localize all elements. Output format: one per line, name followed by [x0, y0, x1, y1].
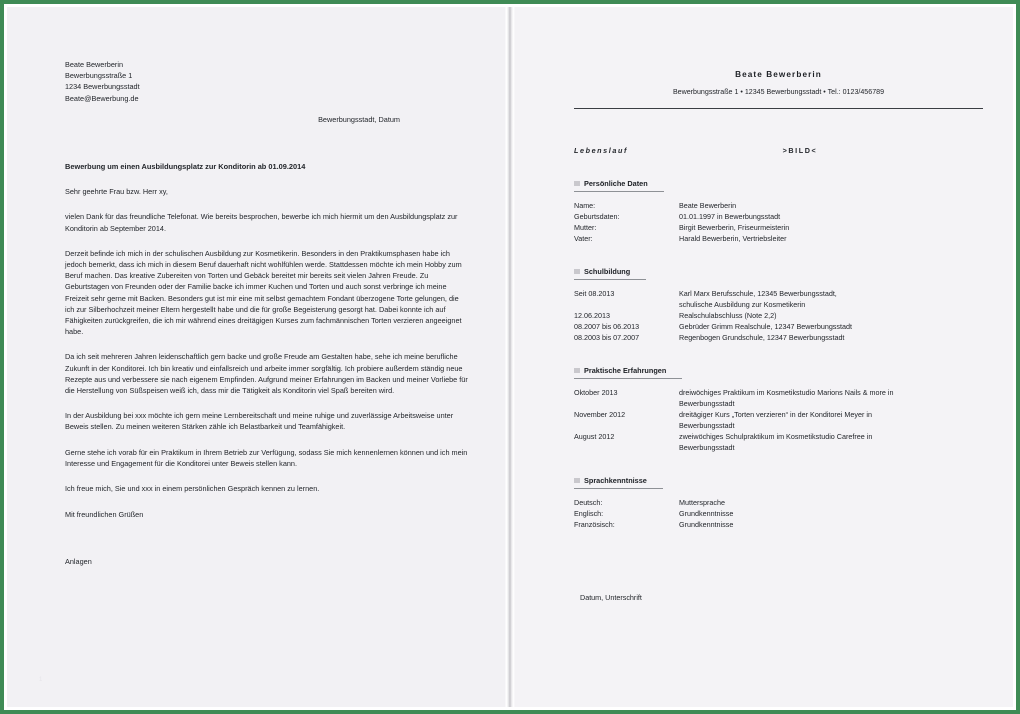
cv-entry-row [574, 332, 983, 343]
cv-entry-value-line: Bewerbungsstadt [679, 443, 735, 452]
cv-section-rows [574, 497, 983, 530]
cv-entry-label: Vater: [574, 234, 593, 243]
page-number: 1 [39, 677, 43, 683]
cv-entry-value-line: Realschulabschluss (Note 2,2) [679, 311, 777, 320]
cv-section-rows [574, 200, 983, 244]
page-cover-letter [7, 7, 512, 707]
square-bullet-icon [574, 478, 580, 483]
letter-paragraph: Gerne stehe ich vorab für ein Praktikum in Ihrem Betrieb zur Verfügung, sodass Sie mich kennenlernen können und ich mein Interesse und Engagement für die Konditorei unter Beweis stellen kann. [65, 447, 468, 468]
cv-entry-label: Deutsch: [574, 498, 603, 507]
cv-entry-value [679, 288, 983, 310]
cv-entry-value-line: 01.01.1997 in Bewerbungsstadt [679, 212, 781, 221]
cv-entry-label: Englisch: [574, 509, 604, 518]
cv-section-title: Sprachkenntnisse [584, 476, 647, 485]
page-curriculum-vitae [512, 7, 1013, 707]
cv-entry-label: Oktober 2013 [574, 388, 618, 397]
cv-entry-row [574, 497, 983, 508]
cv-entry-value-line: Bewerbungsstadt [679, 421, 735, 430]
cv-entry-label: Name: [574, 201, 596, 210]
cv-entry-value-line: dreiwöchiges Praktikum im Kosmetikstudio Marions Nails & more in [679, 388, 894, 397]
cv-entry-value-line: Birgit Bewerberin, Friseurmeisterin [679, 223, 790, 232]
letter-paragraph: Ich freue mich, Sie und xxx in einem persönlichen Gespräch kennen zu lernen. [65, 484, 320, 494]
cv-entry-value-line: Gebrüder Grimm Realschule, 12347 Bewerbungsstadt [679, 322, 852, 331]
cv-section-rows [574, 387, 983, 453]
cv-entry-value-line: Regenbogen Grundschule, 12347 Bewerbungsstadt [679, 333, 845, 342]
cv-entry-row [574, 409, 983, 431]
cv-entry-value-line: schulische Ausbildung zur Kosmetikerin [679, 300, 806, 309]
cv-entry-row [574, 288, 983, 310]
cv-entry-value [679, 310, 983, 321]
sender-address-block [65, 59, 468, 104]
cv-contact-line: Bewerbungsstraße 1 • 12345 Bewerbungsstadt • Tel.: 0123/456789 [672, 88, 885, 96]
cv-section-rows [574, 288, 983, 343]
cv-section-title: Schulbildung [584, 267, 631, 276]
cv-entry-value-line: Grundkenntnisse [679, 520, 734, 529]
closing-line: Mit freundlichen Grüßen [65, 510, 144, 520]
cv-entry-label: Mutter: [574, 223, 597, 232]
cv-applicant-name: Beate Bewerberin [735, 70, 822, 79]
cv-entry-label: Geburtsdaten: [574, 212, 620, 221]
cv-entry-value [679, 431, 983, 453]
cv-section-header [574, 365, 682, 379]
letter-paragraph: Da ich seit mehreren Jahren leidenschaftlich gern backe und große Freude am Gestalten habe, sehe ich meine berufliche Zukunft in der Konditorei. Ich bin kreativ und einfallsreich und arbeite immer sorgfältig. Ich probiere außerdem ständig neue Rezepte aus und verbessere sie nach eigenem Empfinden. Aufgrund meiner Erfahrungen im Backen und meiner Vorliebe für die Herstellung von Süßspeisen weiß ich, dass mir die Tätigkeit als Konditorin viel Spaß bereiten wird. [65, 352, 468, 396]
cv-entry-label: August 2012 [574, 432, 615, 441]
cv-section-title: Praktische Erfahrungen [584, 366, 667, 375]
cv-document-title: Lebenslauf [574, 146, 628, 155]
cv-entry-row [574, 519, 983, 530]
cv-entry-value [679, 200, 983, 211]
cv-entry-label: 12.06.2013 [574, 311, 610, 320]
cv-entry-row [574, 310, 983, 321]
cv-entry-value-line: Muttersprache [679, 498, 725, 507]
cv-entry-label: Französisch: [574, 520, 615, 529]
cv-entry-row [574, 431, 983, 453]
cv-body [574, 69, 983, 603]
signature-line: Datum, Unterschrift [580, 593, 642, 602]
cv-section [574, 266, 983, 343]
cv-entry-value-line: Beate Bewerberin [679, 201, 737, 210]
enclosures-label: Anlagen [65, 557, 92, 567]
cv-entry-value [679, 387, 983, 409]
cv-entry-row [574, 233, 983, 244]
cv-sections [574, 178, 983, 530]
square-bullet-icon [574, 368, 580, 373]
cv-entry-value [679, 497, 983, 508]
cv-entry-row [574, 387, 983, 409]
cv-entry-value [679, 332, 983, 343]
cv-header-divider [574, 108, 983, 109]
cover-letter-body [65, 59, 468, 568]
cv-entry-row [574, 211, 983, 222]
cv-section [574, 475, 983, 530]
cv-entry-value [679, 222, 983, 233]
cv-entry-row [574, 508, 983, 519]
page-gutter-divider [505, 7, 515, 707]
cv-entry-value [679, 321, 983, 332]
cv-title-row [574, 145, 983, 156]
letter-paragraphs [65, 211, 468, 494]
cv-entry-row [574, 321, 983, 332]
cv-entry-label: 08.2007 bis 06.2013 [574, 322, 640, 331]
cv-entry-label: November 2012 [574, 410, 626, 419]
sender-line: Bewerbungsstraße 1 [65, 71, 133, 81]
sender-line: Beate Bewerberin [65, 60, 124, 69]
cv-entry-value-line: Karl Marx Berufsschule, 12345 Bewerbungsstadt, [679, 289, 837, 298]
cv-section [574, 178, 983, 244]
cv-section-header [574, 475, 663, 489]
square-bullet-icon [574, 269, 580, 274]
letter-paragraph: Derzeit befinde ich mich in der schulischen Ausbildung zur Kosmetikerin. Besonders in den Praktikumsphasen habe ich jedoch bemerkt, dass ich mich in diesem Beruf dauerhaft nicht wohlfühlen werde. Stattdessen möchte ich mein Hobby zum Beruf machen. Das kreative Zubereiten von Torten und Gebäck bereitet mir bereits seit vielen Jahren Freude. Zu Geburtstagen von Freunden oder der Familie backe ich immer Kuchen und Torten und auch sonst verbringe ich meine Freizeit sehr gerne mit Backen. Besonders gut ist mir eine mit selbst gemachtem Fondant überzogene Torte gelungen, die ich zur Silberhochzeit meiner Eltern hergestellt habe und die für große Begeisterung gesorgt hat. Dabei konnte ich auf Fähigkeiten zurückgreifen, die ich mir während eines dreitägigen Kurses zum fachmännischen Torten verzieren angeeignet habe. [65, 248, 462, 337]
cv-entry-value [679, 409, 983, 431]
cv-entry-value [679, 508, 983, 519]
cv-entry-value-line: zweiwöchiges Schulpraktikum im Kosmetikstudio Carefree in [679, 432, 873, 441]
sender-line: 1234 Bewerbungsstadt [65, 82, 140, 92]
cv-section-header [574, 178, 664, 192]
cv-entry-value-line: Bewerbungsstadt [679, 399, 735, 408]
cv-section-header [574, 266, 646, 280]
cv-entry-value-line: Harald Bewerberin, Vertriebsleiter [679, 234, 787, 243]
cv-entry-value-line: Grundkenntnisse [679, 509, 734, 518]
two-page-spread [7, 7, 1013, 707]
cv-entry-value-line: dreitägiger Kurs „Torten verzieren“ in der Konditorei Meyer in [679, 410, 872, 419]
cv-entry-value [679, 519, 983, 530]
subject-line: Bewerbung um einen Ausbildungsplatz zur Konditorin ab 01.09.2014 [65, 162, 306, 172]
cv-section [574, 365, 983, 453]
cv-entry-row [574, 200, 983, 211]
photo-placeholder: >BILD< [782, 146, 818, 155]
cv-entry-label: Seit 08.2013 [574, 289, 615, 298]
letter-paragraph: In der Ausbildung bei xxx möchte ich gern meine Lernbereitschaft und meine ruhige und zuverlässige Arbeitsweise unter Beweis stellen. Zu meinen weiteren Stärken zähle ich Belastbarkeit und Teamfähigkeit. [65, 411, 454, 432]
cv-entry-value [679, 211, 983, 222]
letter-paragraph: vielen Dank für das freundliche Telefonat. Wie bereits besprochen, bewerbe ich mich hiermit um den Ausbildungsplatz zur Konditorin ab September 2014. [65, 212, 458, 233]
cv-section-title: Persönliche Daten [584, 179, 648, 188]
cv-entry-value [679, 233, 983, 244]
date-line: Bewerbungsstadt, Datum [318, 114, 400, 124]
cv-entry-row [574, 222, 983, 233]
sender-line: Beate@Bewerbung.de [65, 93, 139, 103]
salutation: Sehr geehrte Frau bzw. Herr xy, [65, 187, 168, 197]
square-bullet-icon [574, 181, 580, 186]
cv-entry-label: 08.2003 bis 07.2007 [574, 333, 640, 342]
